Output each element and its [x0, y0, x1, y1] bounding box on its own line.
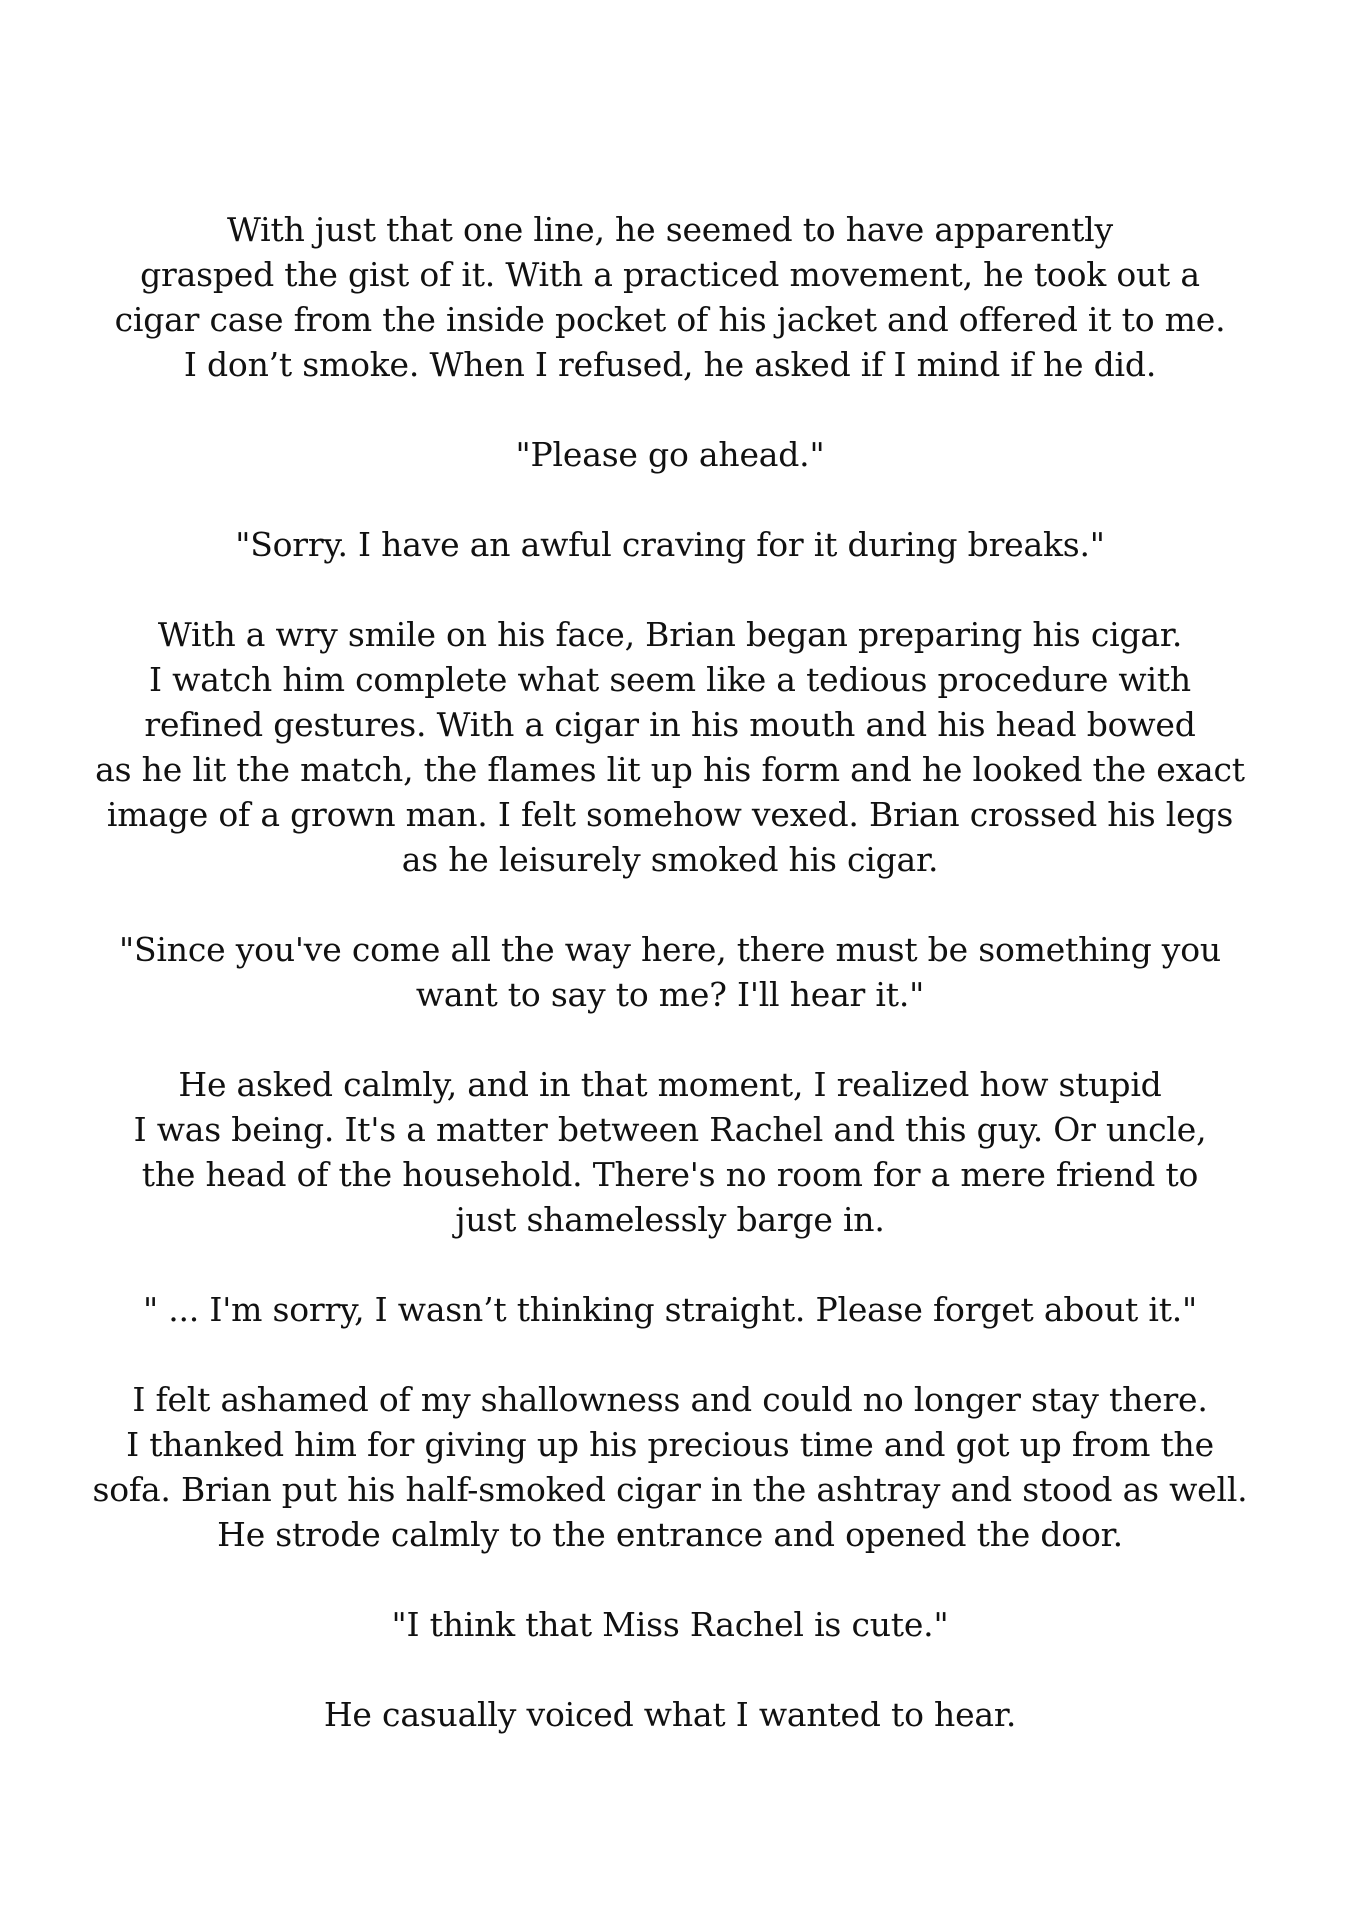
paragraph: [60, 207, 1280, 387]
text-line: cigar case from the inside pocket of his jacket and offered it to me.: [114, 300, 1226, 339]
text-line: I felt ashamed of my shallowness and could no longer stay there.: [132, 1380, 1208, 1419]
paragraph: [60, 1062, 1280, 1242]
text-line: With just that one line, he seemed to have apparently: [227, 210, 1113, 249]
text-line: " ... I'm sorry, I wasn’t thinking straight. Please forget about it.": [142, 1290, 1198, 1329]
dialogue-paragraph: [60, 927, 1280, 1017]
body-text: [60, 207, 1280, 1737]
dialogue-paragraph: [60, 432, 1280, 477]
text-line: He asked calmly, and in that moment, I realized how stupid: [178, 1065, 1162, 1104]
text-line: sofa. Brian put his half-smoked cigar in the ashtray and stood as well.: [92, 1470, 1248, 1509]
dialogue-paragraph: [60, 1602, 1280, 1647]
text-line: grasped the gist of it. With a practiced movement, he took out a: [140, 255, 1200, 294]
text-line: "Since you've come all the way here, there must be something you: [119, 930, 1221, 969]
text-line: "I think that Miss Rachel is cute.": [391, 1605, 949, 1644]
text-line: "Sorry. I have an awful craving for it during breaks.": [235, 525, 1105, 564]
text-line: I was being. It's a matter between Rachel and this guy. Or uncle,: [133, 1110, 1207, 1149]
text-line: He casually voiced what I wanted to hear.: [323, 1695, 1017, 1734]
text-line: want to say to me? I'll hear it.": [415, 975, 925, 1014]
text-line: He strode calmly to the entrance and opened the door.: [217, 1515, 1123, 1554]
paragraph: [60, 1692, 1280, 1737]
text-line: I thanked him for giving up his precious time and got up from the: [126, 1425, 1214, 1464]
dialogue-paragraph: [60, 522, 1280, 567]
text-line: With a wry smile on his face, Brian began preparing his cigar.: [157, 615, 1183, 654]
text-line: I don’t smoke. When I refused, he asked if I mind if he did.: [183, 345, 1157, 384]
text-line: the head of the household. There's no room for a mere friend to: [141, 1155, 1199, 1194]
text-line: as he lit the match, the flames lit up his form and he looked the exact: [95, 750, 1245, 789]
text-line: "Please go ahead.": [515, 435, 825, 474]
text-line: I watch him complete what seem like a tedious procedure with: [149, 660, 1191, 699]
text-line: image of a grown man. I felt somehow vexed. Brian crossed his legs: [106, 795, 1234, 834]
dialogue-paragraph: [60, 1287, 1280, 1332]
text-line: just shamelessly barge in.: [455, 1200, 885, 1239]
paragraph: [60, 1377, 1280, 1557]
text-line: as he leisurely smoked his cigar.: [401, 840, 939, 879]
paragraph: [60, 612, 1280, 882]
text-line: refined gestures. With a cigar in his mouth and his head bowed: [144, 705, 1196, 744]
